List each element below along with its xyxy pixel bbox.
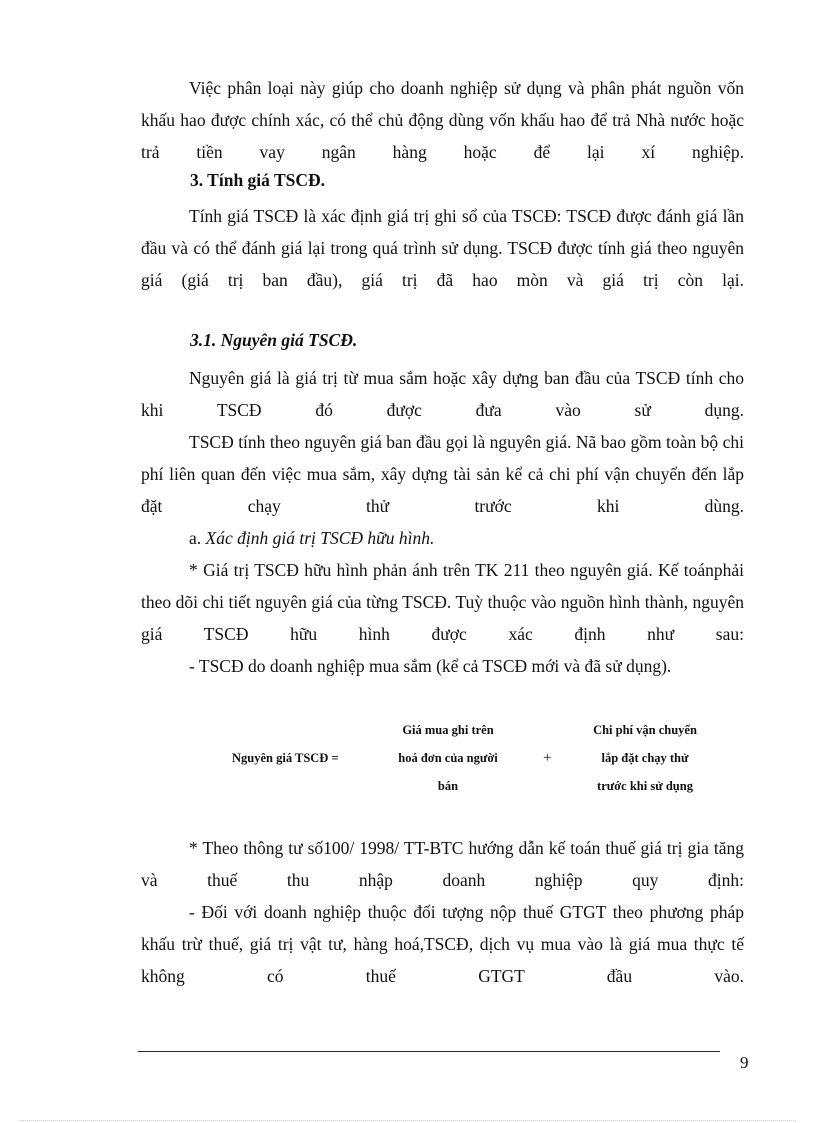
formula-term-transport-cost [570, 716, 720, 800]
heading-section-3-1: 3.1. Nguyên giá TSCĐ. [190, 330, 358, 350]
formula-lhs: Nguyên giá TSCĐ = [232, 751, 339, 765]
paragraph-classification-purpose: Việc phân loại này giúp cho doanh nghiệp sử dụng và phân phát nguồn vốn khấu hao được chính xác, có thể chủ động dùng vốn khấu hao để trả Nhà nước hoặc trả tiền vay ngân hàng hoặc để lại xí nghiệp. [141, 78, 744, 162]
formula-term1-line3: bán [437, 779, 459, 793]
subheading-a-prefix: a. [189, 528, 202, 548]
formula-term2-line3: trước khi sử dụng [597, 779, 693, 793]
paragraph-circular-100: * Theo thông tư số100/ 1998/ TT-BTC hướng dẫn kế toán thuế giá trị gia tăng và thuế thu nhập doanh nghiệp quy định: [141, 838, 744, 890]
paragraph-tangible-asset-value: * Giá trị TSCĐ hữu hình phản ánh trên TK 211 theo nguyên giá. Kế toánphải theo dõi chi tiết nguyên giá của từng TSCĐ. Tuỳ thuộc vào nguồn hình thành, nguyên giá TSCĐ hữu hình được xác định như sau: [141, 560, 744, 644]
footer-rule [138, 1051, 720, 1052]
page-bottom-border [20, 1120, 796, 1121]
paragraph-original-cost-definition: Nguyên giá là giá trị từ mua sắm hoặc xây dựng ban đầu của TSCĐ tính cho khi TSCĐ đó được đưa vào sử dụng. [141, 368, 744, 420]
subheading-a-title: Xác định giá trị TSCĐ hữu hình. [205, 528, 435, 548]
paragraph-asset-valuation: Tính giá TSCĐ là xác định giá trị ghi sổ của TSCĐ: TSCĐ được đánh giá lần đầu và có thể đánh giá lại trong quá trình sử dụng. TSCĐ được tính giá theo nguyên giá (giá trị ban đầu), giá trị đã hao mòn và giá trị còn lại. [141, 206, 744, 290]
paragraph-original-cost-scope: TSCĐ tính theo nguyên giá ban đầu gọi là nguyên giá. Nã bao gồm toàn bộ chi phí liên quan đến việc mua sắm, xây dựng tài sản kể cả chi phí vận chuyển đến lắp đặt chạy thử trước khi dùng. [141, 432, 744, 516]
formula-term1-line2: hoá đơn của người [398, 751, 498, 765]
page-number: 9 [740, 1053, 749, 1072]
paragraph-vat-deduction: - Đối với doanh nghiệp thuộc đối tượng nộp thuế GTGT theo phương pháp khấu trừ thuế, giá trị vật tư, hàng hoá,TSCĐ, dịch vụ mua vào là giá mua thực tế không có thuế GTGT đầu vào. [141, 902, 744, 986]
subheading-a [141, 522, 744, 554]
formula-plus: + [543, 750, 552, 766]
paragraph-purchased-assets: - TSCĐ do doanh nghiệp mua sắm (kể cả TSCĐ mới và đã sử dụng). [189, 656, 672, 676]
formula-term2-line1: Chi phí vận chuyển [593, 723, 697, 737]
formula-term2-line2: lắp đặt chạy thử [601, 751, 689, 765]
formula-term-purchase-price [388, 716, 508, 800]
heading-section-3: 3. Tính giá TSCĐ. [190, 170, 326, 190]
formula-term1-line1: Giá mua ghi trên [402, 723, 494, 737]
